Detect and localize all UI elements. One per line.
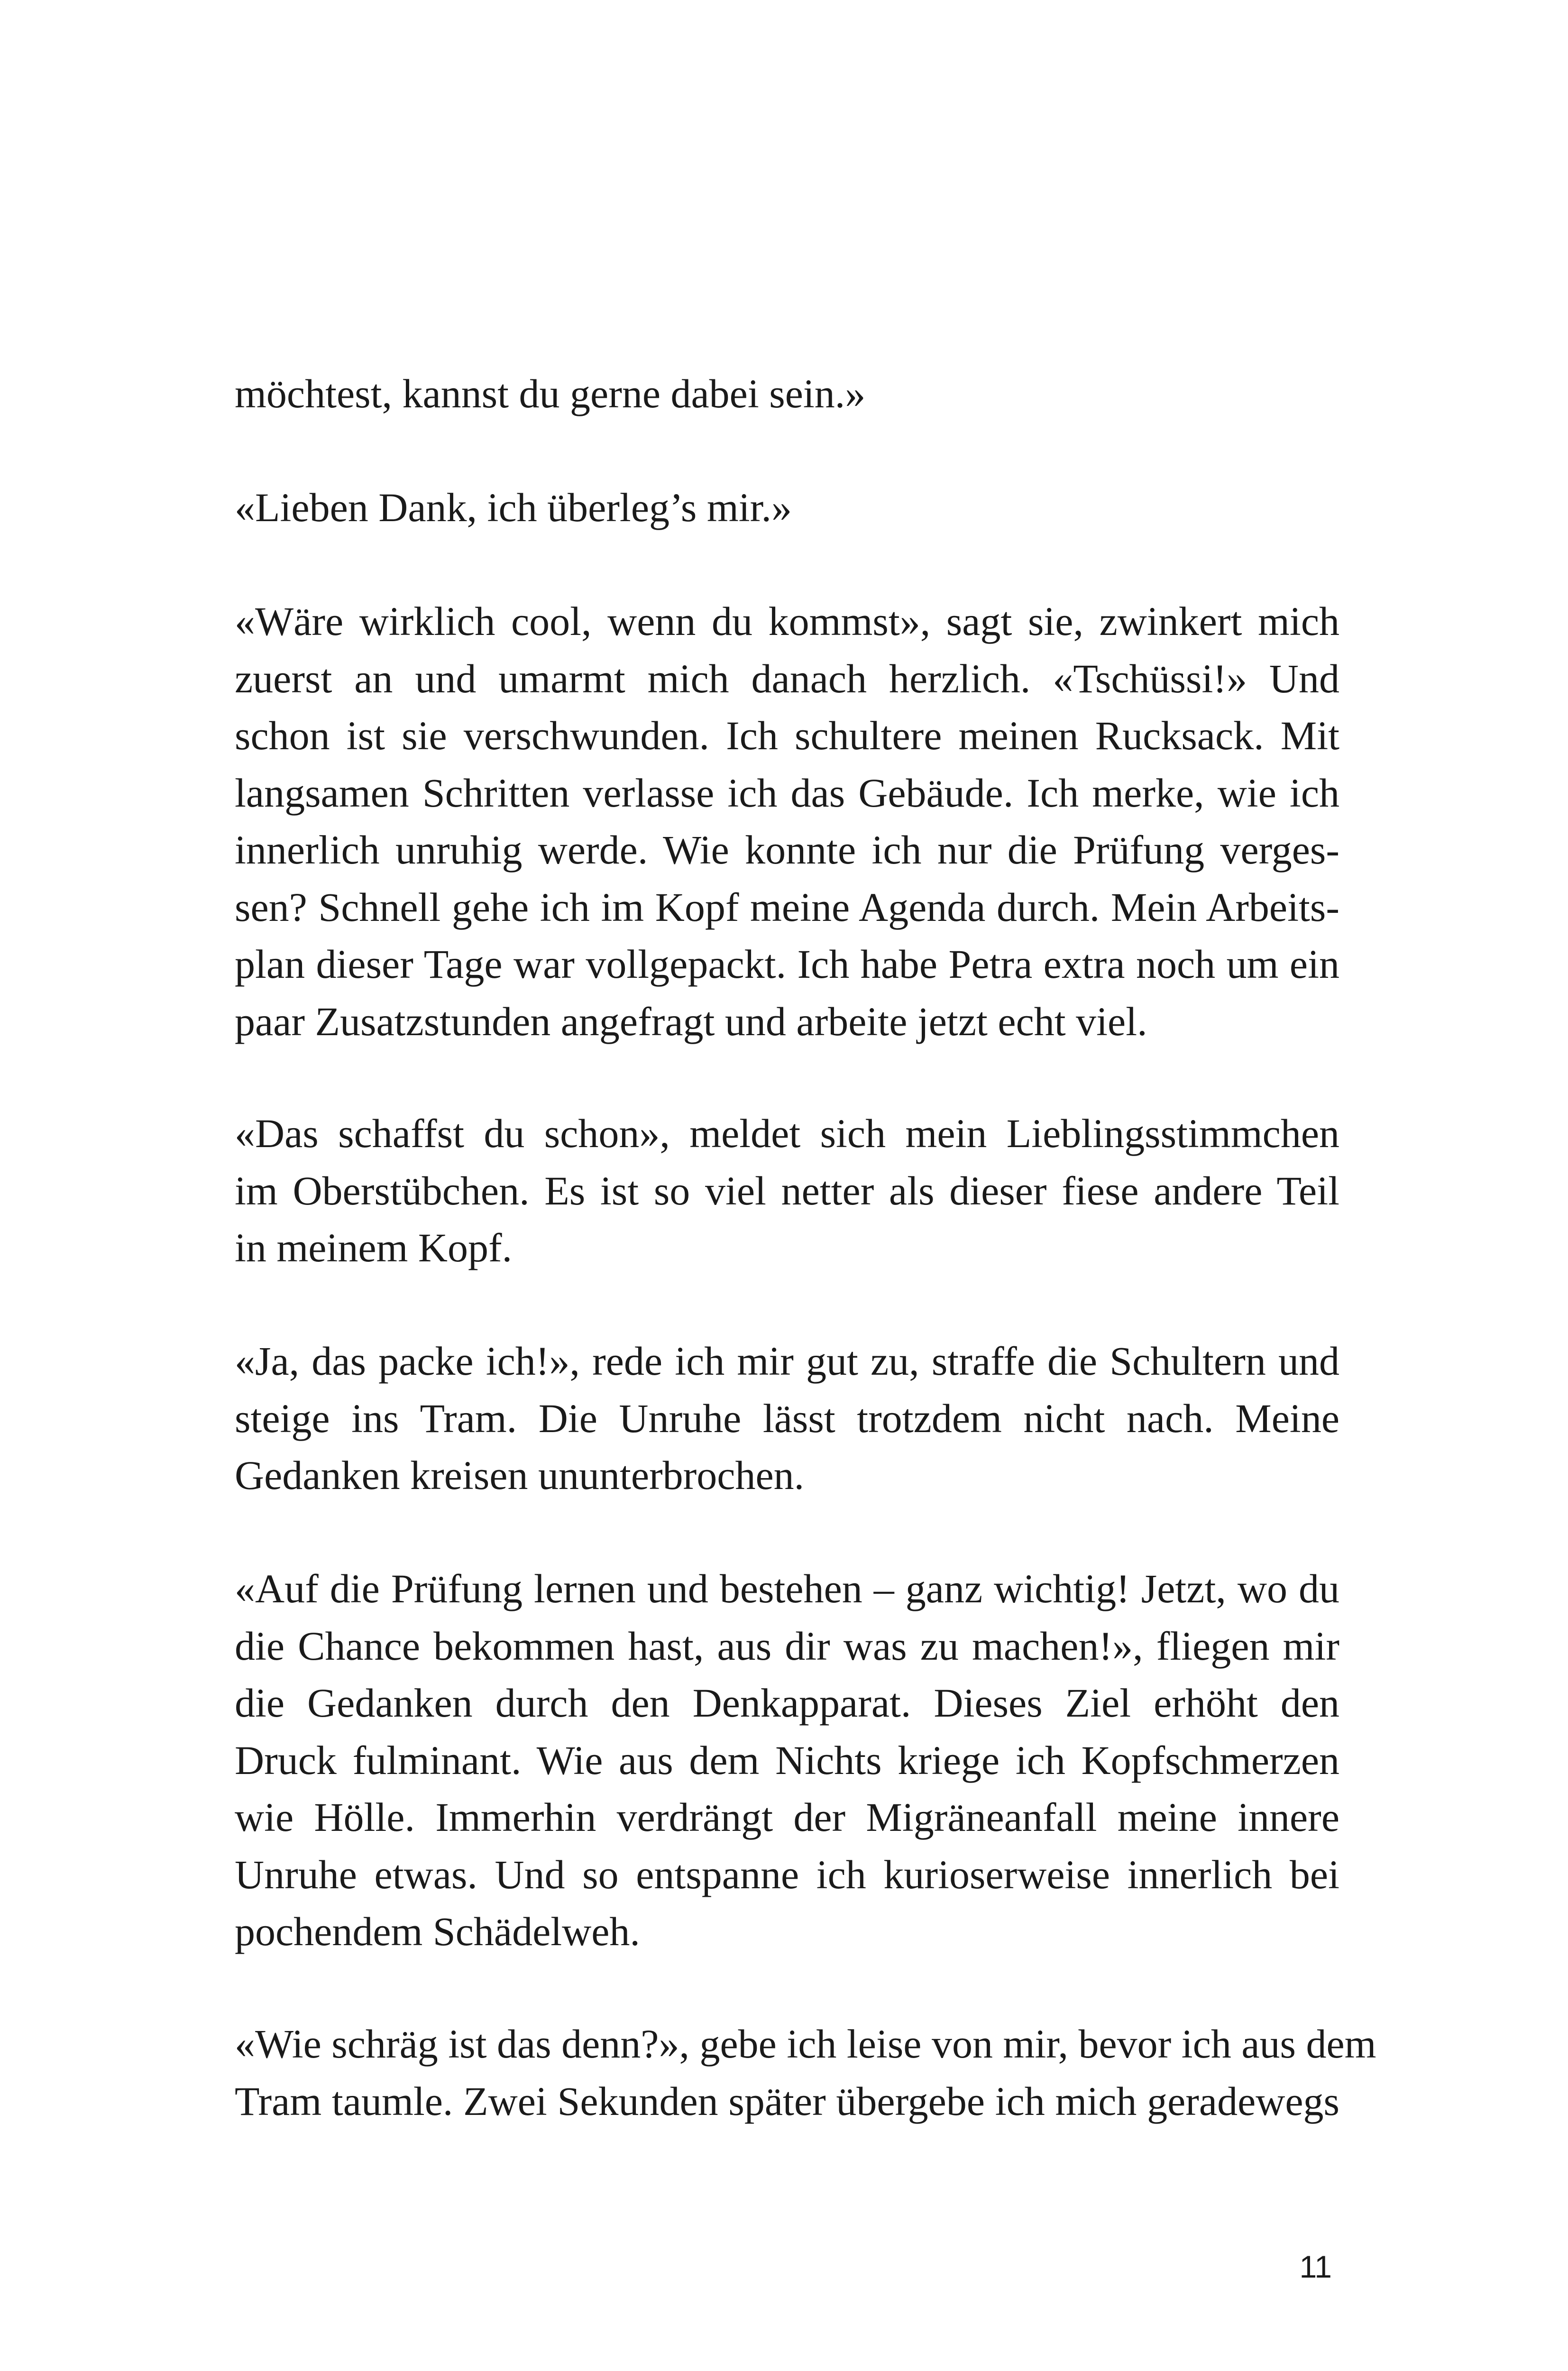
text-line: pochendem Schädelweh.: [235, 1909, 640, 1954]
text-line: «Auf die Prüfung lernen und bestehen – ganz wichtig! Jetzt, wo du: [235, 1566, 1339, 1611]
text-line: wie Hölle. Immerhin verdrängt der Migräneanfall meine innere: [235, 1794, 1339, 1840]
text-line: möchtest, kannst du gerne dabei sein.»: [235, 371, 866, 416]
paragraph-6: [235, 1560, 1339, 1960]
text-line: langsamen Schritten verlasse ich das Gebäude. Ich merke, wie ich: [235, 770, 1339, 816]
paragraph-2: [235, 479, 1339, 536]
text-line: Druck fulminant. Wie aus dem Nichts kriege ich Kopfschmerzen: [235, 1737, 1339, 1783]
paragraph-5: [235, 1333, 1339, 1504]
text-line: «Ja, das packe ich!», rede ich mir gut zu, straffe die Schultern und: [235, 1338, 1339, 1384]
paragraph-1: [235, 365, 1339, 423]
paragraph-7: [235, 2015, 1376, 2130]
text-line: zuerst an und umarmt mich danach herzlich. «Tschüssi!» Und: [235, 655, 1339, 701]
paragraph-4: [235, 1105, 1339, 1277]
text-line: paar Zusatzstunden angefragt und arbeite jetzt echt viel.: [235, 998, 1147, 1044]
text-line: sen? Schnell gehe ich im Kopf meine Agenda durch. Mein Arbeits-: [235, 884, 1339, 930]
text-line: «Lieben Dank, ich überleg’s mir.»: [235, 485, 792, 530]
text-line: Unruhe etwas. Und so entspanne ich kurioserweise innerlich bei: [235, 1851, 1339, 1897]
text-line: innerlich unruhig werde. Wie konnte ich nur die Prüfung verges-: [235, 827, 1339, 873]
text-line: in meinem Kopf.: [235, 1225, 513, 1270]
paragraph-3: [235, 593, 1339, 1050]
page-number: 11: [1299, 2249, 1332, 2284]
text-line: die Chance bekommen hast, aus dir was zu machen!», fliegen mir: [235, 1623, 1339, 1669]
text-line: steige ins Tram. Die Unruhe lässt trotzdem nicht nach. Meine: [235, 1395, 1339, 1441]
text-line: im Oberstübchen. Es ist so viel netter als dieser fiese andere Teil: [235, 1167, 1339, 1213]
text-line: schon ist sie verschwunden. Ich schultere meinen Rucksack. Mit: [235, 713, 1339, 758]
text-line: plan dieser Tage war vollgepackt. Ich habe Petra extra noch um ein: [235, 941, 1339, 987]
text-line: «Wäre wirklich cool, wenn du kommst», sagt sie, zwinkert mich: [235, 598, 1339, 644]
text-line: «Das schaffst du schon», meldet sich mein Lieblingsstimmchen: [235, 1111, 1339, 1156]
text-line: Tram taumle. Zwei Sekunden später übergebe ich mich geradewegs: [235, 2078, 1339, 2124]
text-line: die Gedanken durch den Denkapparat. Dieses Ziel erhöht den: [235, 1680, 1339, 1726]
text-line: Gedanken kreisen ununterbrochen.: [235, 1452, 805, 1498]
text-line: «Wie schräg ist das denn?», gebe ich leise von mir, bevor ich aus dem: [235, 2021, 1376, 2067]
